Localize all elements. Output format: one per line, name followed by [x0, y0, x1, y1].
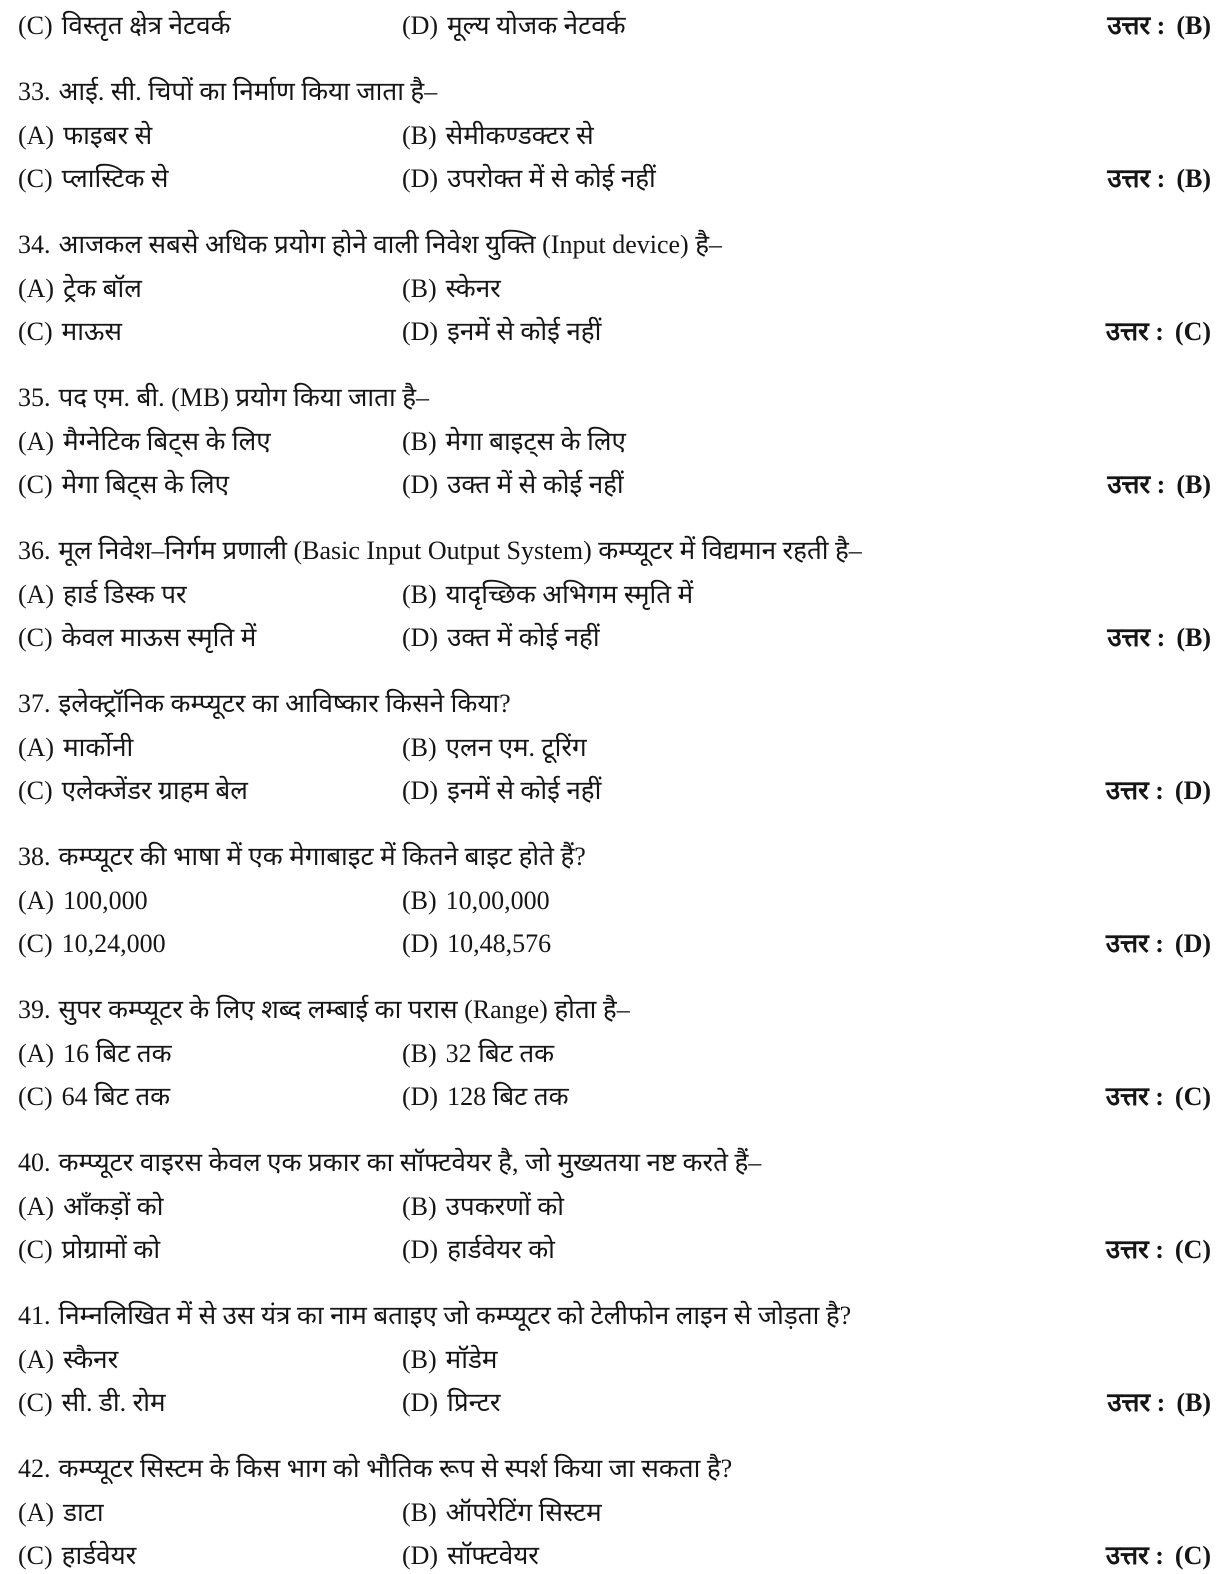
option-text: मॉडेम [445, 1345, 498, 1374]
option-label: (B) [402, 274, 437, 303]
answer-label: उत्तर : [1105, 1541, 1164, 1570]
option [18, 1079, 402, 1115]
answer [1106, 1538, 1221, 1574]
option-label: (D) [402, 1541, 439, 1570]
options-row [18, 314, 1221, 350]
question-text: निम्नलिखित में से उस यंत्र का नाम बताइए जो कम्प्यूटर को टेलीफोन लाइन से जोड़ता है? [58, 1301, 852, 1330]
option [18, 1036, 402, 1072]
option-text: सी. डी. रोम [61, 1388, 166, 1417]
option [402, 1538, 1106, 1574]
option-label: (B) [402, 886, 437, 915]
option [402, 926, 1106, 962]
answer-value: (D) [1174, 776, 1211, 805]
answer-label: उत्तर : [1107, 11, 1166, 40]
option-label: (D) [402, 929, 439, 958]
question-number: 33. [18, 77, 51, 106]
answer [1106, 1232, 1221, 1268]
option-text: यादृच्छिक अभिगम स्मृति में [445, 580, 694, 609]
question-number: 37. [18, 689, 51, 718]
option-label: (D) [402, 11, 439, 40]
option [402, 1232, 1106, 1268]
option-label: (A) [18, 121, 55, 150]
question-number: 40. [18, 1148, 51, 1177]
question-block [18, 533, 1221, 656]
question-text: मूल निवेश–निर्गम प्रणाली (Basic Input Output System) कम्प्यूटर में विद्यमान रहती है– [58, 536, 862, 565]
option-label: (B) [402, 1039, 437, 1068]
answer [1107, 620, 1221, 656]
option-text: 10,24,000 [61, 929, 166, 958]
option-label: (D) [402, 1235, 439, 1264]
option-text: मैग्नेटिक बिट्स के लिए [63, 427, 271, 456]
option-label: (D) [402, 470, 439, 499]
option [402, 314, 1106, 350]
option [402, 1495, 1221, 1531]
option [18, 1495, 402, 1531]
question-block [18, 839, 1221, 962]
option-label: (C) [18, 929, 53, 958]
question-line [18, 227, 1221, 263]
answer-value: (B) [1176, 164, 1211, 193]
option [402, 1079, 1106, 1115]
options-row [18, 730, 1221, 766]
option [18, 467, 402, 503]
option-label: (C) [18, 776, 53, 805]
option-label: (B) [402, 1192, 437, 1221]
option-text: आँकड़ों को [63, 1192, 164, 1221]
option [402, 730, 1221, 766]
option-text: 100,000 [63, 886, 148, 915]
question-number: 36. [18, 536, 51, 565]
option-text: उक्त में कोई नहीं [447, 623, 600, 652]
option [18, 620, 402, 656]
options-row [18, 424, 1221, 460]
option-text: 10,00,000 [445, 886, 550, 915]
question-line [18, 74, 1221, 110]
option-text: 16 बिट तक [63, 1039, 172, 1068]
option [402, 883, 1221, 919]
option-text: इनमें से कोई नहीं [447, 317, 602, 346]
option [18, 1538, 402, 1574]
option [402, 271, 1221, 307]
option-label: (A) [18, 1039, 55, 1068]
option-label: (A) [18, 1192, 55, 1221]
option [18, 577, 402, 613]
options-row [18, 1232, 1221, 1268]
question-line [18, 1451, 1221, 1487]
question-line [18, 1298, 1221, 1334]
question-text: इलेक्ट्रॉनिक कम्प्यूटर का आविष्कार किसने किया? [58, 689, 511, 718]
option-label: (A) [18, 427, 55, 456]
question-text: कम्प्यूटर वाइरस केवल एक प्रकार का सॉफ्टवेयर है, जो मुख्यतया नष्ट करते हैं– [58, 1148, 762, 1177]
question-block [18, 227, 1221, 350]
option [402, 773, 1106, 809]
answer [1106, 773, 1221, 809]
options-row [18, 1538, 1221, 1574]
question-text: कम्प्यूटर सिस्टम के किस भाग को भौतिक रूप से स्पर्श किया जा सकता है? [58, 1454, 733, 1483]
option-text: मेगा बिट्स के लिए [61, 470, 230, 499]
options-row [18, 926, 1221, 962]
answer-value: (C) [1174, 317, 1211, 346]
option-label: (D) [402, 776, 439, 805]
option-text: मेगा बाइट्स के लिए [445, 427, 626, 456]
option [18, 161, 402, 197]
answer-label: उत्तर : [1105, 776, 1164, 805]
option [402, 620, 1107, 656]
option-label: (C) [18, 164, 53, 193]
question-block [18, 380, 1221, 503]
options-row [18, 620, 1221, 656]
option-text: उपरोक्त में से कोई नहीं [447, 164, 656, 193]
option-label: (C) [18, 1082, 53, 1111]
option-text: उक्त में से कोई नहीं [447, 470, 624, 499]
answer [1107, 8, 1221, 44]
option-label: (D) [402, 164, 439, 193]
answer-value: (D) [1174, 929, 1211, 958]
question-text: आजकल सबसे अधिक प्रयोग होने वाली निवेश युक्ति (Input device) है– [58, 230, 723, 259]
option-label: (C) [18, 11, 53, 40]
option-text: 32 बिट तक [445, 1039, 555, 1068]
question-block [18, 686, 1221, 809]
question-line [18, 839, 1221, 875]
option-text: सॉफ्टवेयर [447, 1541, 539, 1570]
option-label: (B) [402, 1345, 437, 1374]
answer-value: (B) [1176, 1388, 1211, 1417]
options-row [18, 773, 1221, 809]
options-row [18, 467, 1221, 503]
option [18, 8, 402, 44]
option-text: स्कैनर [63, 1345, 119, 1374]
answer-value: (C) [1174, 1541, 1211, 1570]
option-text: हार्ड डिस्क पर [63, 580, 187, 609]
option [18, 730, 402, 766]
option-label: (A) [18, 733, 55, 762]
options-row [18, 271, 1221, 307]
options-row [18, 577, 1221, 613]
answer-label: उत्तर : [1105, 1082, 1164, 1111]
option-text: ऑपरेटिंग सिस्टम [445, 1498, 602, 1527]
option-label: (C) [18, 317, 53, 346]
question-number: 34. [18, 230, 51, 259]
answer-label: उत्तर : [1107, 164, 1166, 193]
options-row [18, 1342, 1221, 1378]
answer [1106, 314, 1221, 350]
question-block [18, 1451, 1221, 1574]
question-block [18, 1298, 1221, 1421]
option [402, 161, 1107, 197]
option-label: (B) [402, 427, 437, 456]
answer-value: (C) [1174, 1235, 1211, 1264]
option-text: ट्रेक बॉल [63, 274, 142, 303]
answer [1106, 926, 1221, 962]
question-line [18, 380, 1221, 416]
option [402, 467, 1107, 503]
answer-label: उत्तर : [1105, 929, 1164, 958]
option [402, 1342, 1221, 1378]
options-row [18, 118, 1221, 154]
option-text: स्केनर [445, 274, 501, 303]
option [402, 1036, 1221, 1072]
question-block [18, 1145, 1221, 1268]
option-text: माऊस [61, 317, 122, 346]
question-text: सुपर कम्प्यूटर के लिए शब्द लम्बाई का परास (Range) होता है– [58, 995, 630, 1024]
question-number: 42. [18, 1454, 51, 1483]
option [402, 118, 1221, 154]
option-label: (C) [18, 470, 53, 499]
option [18, 1189, 402, 1225]
option-text: इनमें से कोई नहीं [447, 776, 602, 805]
options-row [18, 1079, 1221, 1115]
answer-value: (B) [1176, 470, 1211, 499]
option [402, 424, 1221, 460]
option-label: (D) [402, 1082, 439, 1111]
option-text: विस्तृत क्षेत्र नेटवर्क [61, 11, 231, 40]
answer-label: उत्तर : [1107, 470, 1166, 499]
option-label: (A) [18, 580, 55, 609]
option [402, 1189, 1221, 1225]
options-row [18, 1036, 1221, 1072]
option [18, 883, 402, 919]
question-line [18, 1145, 1221, 1181]
question-block [18, 992, 1221, 1115]
question-number: 38. [18, 842, 51, 871]
option-label: (D) [402, 317, 439, 346]
options-row [18, 1189, 1221, 1225]
question-number: 35. [18, 383, 51, 412]
answer-label: उत्तर : [1105, 1235, 1164, 1264]
questions-list [18, 8, 1221, 1574]
option-text: हार्डवेयर को [447, 1235, 555, 1264]
option [18, 271, 402, 307]
answer-value: (B) [1176, 623, 1211, 652]
answer [1107, 467, 1221, 503]
option-text: प्रिन्टर [447, 1388, 501, 1417]
question-block [18, 74, 1221, 197]
option [402, 1385, 1107, 1421]
options-row [18, 883, 1221, 919]
option-text: 10,48,576 [447, 929, 552, 958]
option-text: प्लास्टिक से [61, 164, 169, 193]
question-text: आई. सी. चिपों का निर्माण किया जाता है– [58, 77, 438, 106]
option [18, 1342, 402, 1378]
options-row [18, 161, 1221, 197]
option-label: (C) [18, 1235, 53, 1264]
option-label: (A) [18, 1498, 55, 1527]
option-label: (C) [18, 1541, 53, 1570]
answer-label: उत्तर : [1107, 623, 1166, 652]
answer-label: उत्तर : [1107, 1388, 1166, 1417]
option-text: एलेक्जेंडर ग्राहम बेल [61, 776, 248, 805]
option [18, 118, 402, 154]
option-text: मार्कोनी [63, 733, 134, 762]
answer-label: उत्तर : [1105, 317, 1164, 346]
question-line [18, 992, 1221, 1028]
answer [1107, 161, 1221, 197]
option-text: एलन एम. टूरिंग [445, 733, 587, 762]
option-label: (D) [402, 623, 439, 652]
option-text: केवल माऊस स्मृति में [61, 623, 257, 652]
option-label: (B) [402, 580, 437, 609]
option-text: प्रोग्रामों को [61, 1235, 161, 1264]
question-text: कम्प्यूटर की भाषा में एक मेगाबाइट में कितने बाइट होते हैं? [58, 842, 586, 871]
options-row [18, 1385, 1221, 1421]
question-number: 39. [18, 995, 51, 1024]
question-block-partial [18, 8, 1221, 44]
question-line [18, 686, 1221, 722]
option-label: (C) [18, 1388, 53, 1417]
option-label: (B) [402, 1498, 437, 1527]
option-text: फाइबर से [63, 121, 153, 150]
option-text: 128 बिट तक [447, 1082, 569, 1111]
option [18, 926, 402, 962]
option-text: उपकरणों को [445, 1192, 565, 1221]
question-number: 41. [18, 1301, 51, 1330]
question-line [18, 533, 1221, 569]
option [18, 1385, 402, 1421]
option [18, 773, 402, 809]
option [402, 8, 1107, 44]
option-label: (D) [402, 1388, 439, 1417]
answer [1106, 1079, 1221, 1115]
answer-value: (B) [1176, 11, 1211, 40]
option-label: (B) [402, 733, 437, 762]
option-text: हार्डवेयर [61, 1541, 137, 1570]
question-text: पद एम. बी. (MB) प्रयोग किया जाता है– [58, 383, 430, 412]
option-text: मूल्य योजक नेटवर्क [447, 11, 626, 40]
option [18, 424, 402, 460]
option [402, 577, 1221, 613]
options-row [18, 1495, 1221, 1531]
option-label: (A) [18, 886, 55, 915]
option-text: डाटा [63, 1498, 104, 1527]
options-row [18, 8, 1221, 44]
option-label: (B) [402, 121, 437, 150]
answer [1107, 1385, 1221, 1421]
option-text: सेमीकण्डक्टर से [445, 121, 594, 150]
option-label: (C) [18, 623, 53, 652]
option [18, 314, 402, 350]
answer-value: (C) [1174, 1082, 1211, 1111]
option [18, 1232, 402, 1268]
option-text: 64 बिट तक [61, 1082, 171, 1111]
option-label: (A) [18, 274, 55, 303]
option-label: (A) [18, 1345, 55, 1374]
